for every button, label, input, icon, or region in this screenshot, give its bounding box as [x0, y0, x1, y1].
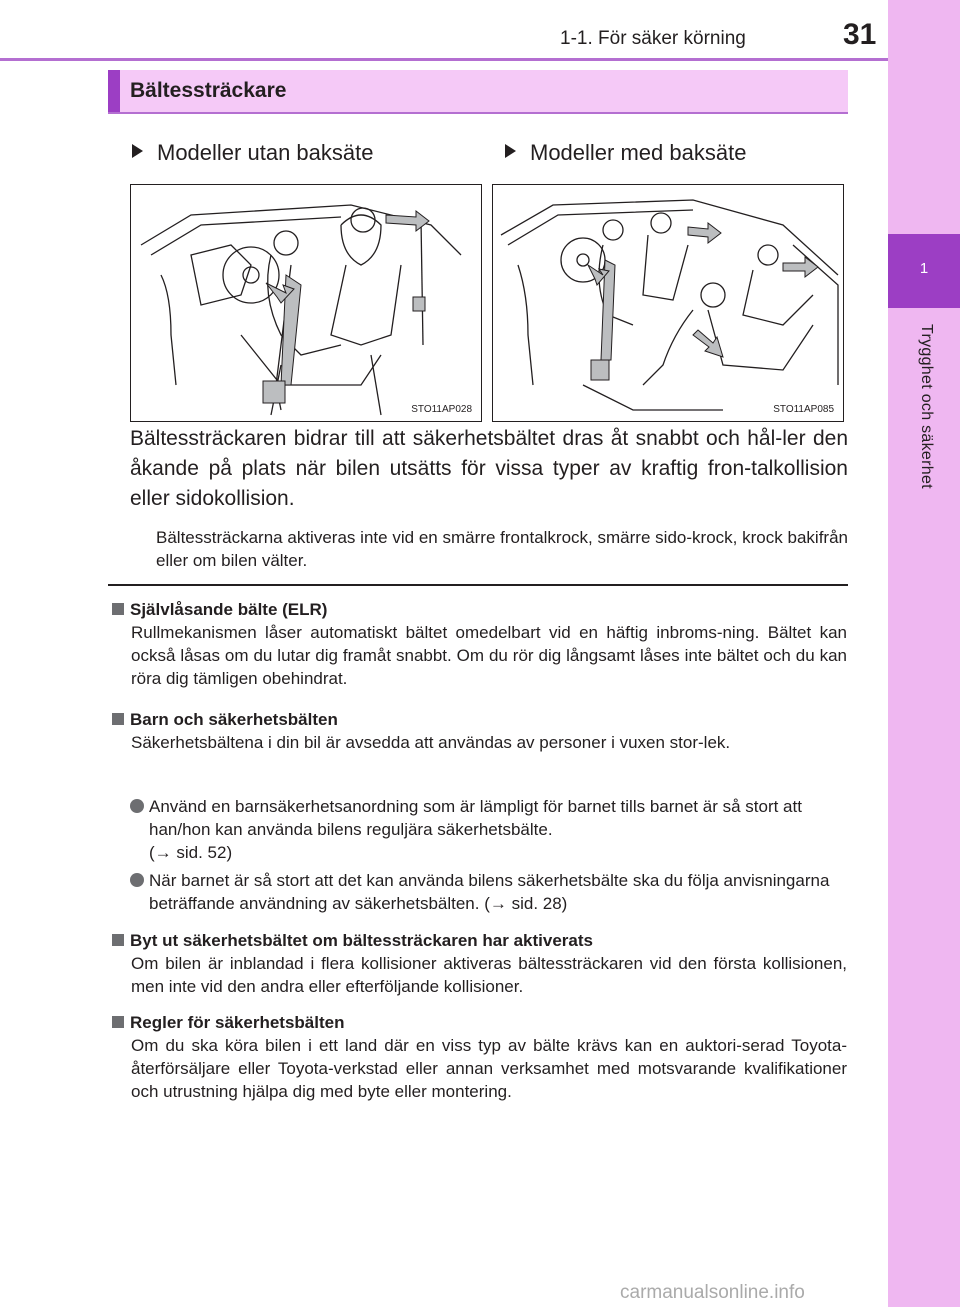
caption-text: Modeller med baksäte [530, 140, 747, 165]
circle-bullet-icon [130, 799, 144, 813]
bullet-text: Använd en barnsäkerhetsanordning som är lämpligt för barnet tills barnet är så stort att han/hon kan använda bilens reguljära säkerhetsbälte. [149, 797, 802, 839]
header-rule [0, 58, 888, 61]
running-header-section: 1-1. För säker körning [560, 28, 746, 49]
info-item-elr [112, 598, 852, 690]
item-heading: Barn och säkerhetsbälten [130, 710, 338, 729]
triangle-bullet-icon [505, 144, 516, 158]
item-text: Om bilen är inblandad i flera kollisioner aktiveras bältessträckaren vid den första kollisionen, men inte vid den andra eller efterföljande kollisioner. [131, 954, 847, 996]
heading-accent-bar [108, 70, 120, 112]
figure-code: STO11AP085 [773, 404, 834, 415]
item-heading: Regler för säkerhetsbälten [130, 1013, 345, 1032]
info-item-regulations [112, 1011, 852, 1103]
page-number: 31 [843, 18, 877, 51]
page-reference-link[interactable]: (→ sid. 52) [149, 843, 233, 862]
figure-with-rear-seat [492, 184, 844, 422]
circle-bullet-icon [130, 873, 144, 887]
car-interior-illustration [131, 185, 481, 421]
item-heading: Byt ut säkerhetsbältet om bältessträckaren har aktiverats [130, 931, 593, 950]
square-bullet-icon [112, 1016, 124, 1028]
item-text: Rullmekanismen låser automatiskt bältet omedelbart vid en häftig inbroms-ning. Bältet kan också låsas om du lutar dig framåt snabbt. Om du rör dig långsamt låses inte bältet och du kan röra dig tämligen obehindrat. [131, 623, 847, 688]
item-heading: Självlåsande bälte (ELR) [130, 600, 328, 619]
figure-caption-1 [132, 140, 373, 166]
caption-text: Modeller utan baksäte [157, 140, 374, 165]
watermark: carmanualsonline.info [620, 1282, 805, 1303]
chapter-number: 1 [919, 260, 929, 277]
figure-code: STO11AP028 [411, 404, 472, 415]
chapter-title: Trygghet och säkerhet [918, 324, 935, 489]
square-bullet-icon [112, 603, 124, 615]
section-heading [108, 70, 848, 114]
section-divider [108, 584, 848, 586]
lead-paragraph: Bältessträckaren bidrar till att säkerhetsbältet dras åt snabbt och hål-ler den åkande på plats när bilen utsätts för vissa typer av kraftig fron-talkollision eller sidokollision. [130, 427, 848, 510]
note-paragraph: Bältessträckarna aktiveras inte vid en smärre frontalkrock, smärre sido-krock, krock bakifrån eller om bilen välter. [156, 528, 848, 570]
list-item-seat-belt-usage [130, 869, 855, 915]
figure-caption-2 [505, 140, 746, 166]
item-text: Säkerhetsbältena i din bil är avsedda att användas av personer i vuxen stor-lek. [131, 733, 731, 752]
car-interior-illustration [493, 185, 843, 421]
triangle-bullet-icon [132, 144, 143, 158]
list-item-child-seat [130, 795, 855, 864]
section-title: Bältessträckare [130, 79, 287, 102]
figure-without-rear-seat [130, 184, 482, 422]
square-bullet-icon [112, 934, 124, 946]
item-text: Om du ska köra bilen i ett land där en viss typ av bälte krävs kan en auktori-serad Toyota-återförsäljare eller Toyota-verkstad eller annan verksamhet med motsvarande kvalifikationer och utrustning hjälpa dig med byte eller montering. [131, 1036, 847, 1101]
square-bullet-icon [112, 713, 124, 725]
chapter-sidebar [888, 0, 960, 1307]
info-item-children [112, 708, 852, 754]
info-item-replace-belt [112, 929, 852, 998]
bullet-text: När barnet är så stort att det kan använda bilens säkerhetsbälte ska du följa anvisningarna beträffande användning av säkerhetsbälten. (→ sid. 28) [149, 871, 830, 913]
